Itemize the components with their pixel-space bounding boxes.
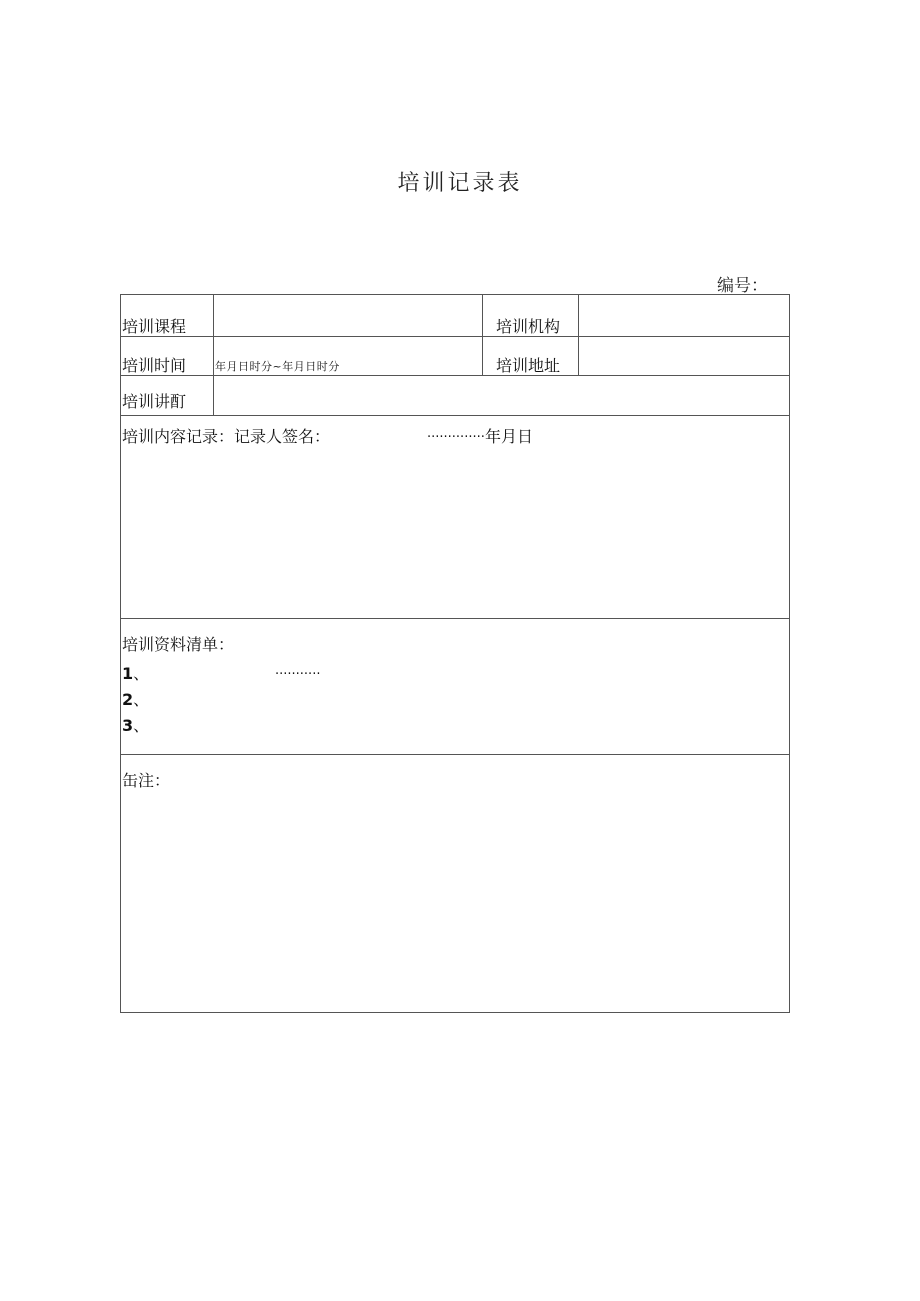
material-item-separator: 、 [133,690,150,709]
material-item [122,713,149,736]
material-item-number: 3 [122,716,134,735]
form-title: 培训记录表 [397,171,523,196]
content-record-label: 培训内容记录：记录人签名： [122,427,331,446]
time-label: 培训时间 [122,356,187,375]
material-item-dots: ........... [275,663,321,678]
material-item-number: 2 [122,690,134,709]
signature-dots: .............. [427,426,485,441]
row-divider-1 [121,336,789,337]
material-item-separator: 、 [133,716,150,735]
material-item [122,687,149,710]
record-date-label: 年月日 [485,427,534,446]
document-number-label: 编号： [717,276,768,296]
row-divider-4 [121,618,789,619]
institution-label: 培训机构 [496,317,561,336]
material-item-separator: 、 [133,664,150,683]
time-value: 年月日时分~年月日时分 [215,360,340,373]
remarks-label: 缶注： [122,771,171,790]
address-label: 培训地址 [496,356,561,375]
course-label: 培训课程 [122,317,187,336]
row-divider-2 [121,375,789,376]
col-divider-label [213,295,214,415]
row-divider-5 [121,754,789,755]
col-divider-right [578,295,579,375]
materials-label: 培训资料清单： [122,635,235,654]
material-item-number: 1 [122,664,134,683]
col-divider-mid [482,295,483,375]
row-divider-3 [121,415,789,416]
material-item [122,661,149,684]
training-record-form [120,294,790,1013]
lecturer-label: 培训讲酊 [122,392,187,411]
